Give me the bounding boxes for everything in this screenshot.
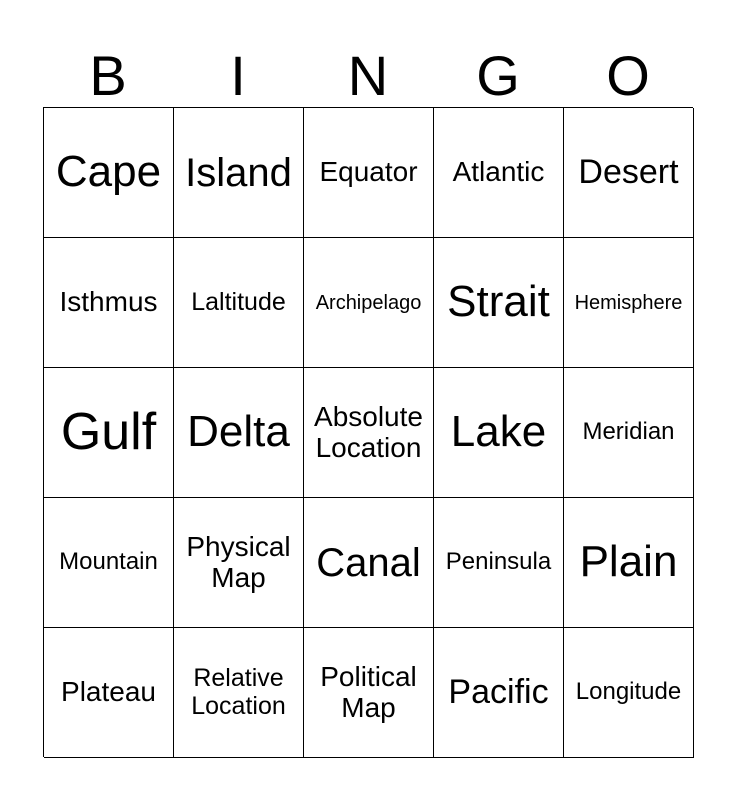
bingo-cell[interactable] [44, 628, 174, 758]
bingo-cell[interactable] [564, 238, 694, 368]
bingo-cell[interactable] [564, 628, 694, 758]
cell-label: Canal [316, 540, 421, 585]
cell-label: Isthmus [59, 286, 158, 318]
bingo-cell[interactable] [174, 368, 304, 498]
bingo-cell[interactable] [304, 238, 434, 368]
bingo-cell[interactable] [564, 498, 694, 628]
cell-label: Pacific [448, 672, 549, 711]
cell-label: Island [185, 150, 292, 195]
bingo-cell[interactable] [434, 498, 564, 628]
cell-label: Gulf [60, 402, 157, 461]
cell-label: Absolute Location [314, 400, 423, 463]
bingo-cell[interactable] [174, 628, 304, 758]
cell-label: Atlantic [452, 156, 545, 188]
cell-label: Cape [55, 147, 162, 197]
bingo-cell[interactable] [304, 368, 434, 498]
header-letter-o: O [606, 44, 650, 107]
bingo-cell[interactable] [564, 108, 694, 238]
bingo-cell[interactable] [174, 108, 304, 238]
cell-label: Hemisphere [574, 291, 683, 314]
cell-label: Lake [450, 407, 547, 457]
bingo-board [43, 107, 693, 757]
bingo-cell[interactable] [434, 368, 564, 498]
bingo-cell[interactable] [304, 628, 434, 758]
bingo-cell[interactable] [564, 368, 694, 498]
cell-label: Equator [319, 156, 418, 188]
bingo-cell[interactable] [304, 498, 434, 628]
bingo-cell[interactable] [44, 368, 174, 498]
cell-label: Mountain [59, 548, 158, 576]
cell-label: Delta [187, 407, 290, 457]
bingo-cell[interactable] [44, 498, 174, 628]
bingo-cell[interactable] [304, 108, 434, 238]
cell-label: Longitude [575, 678, 682, 706]
cell-label: Physical Map [186, 530, 291, 593]
bingo-cell[interactable] [434, 628, 564, 758]
bingo-cell[interactable] [44, 238, 174, 368]
cell-label: Peninsula [445, 548, 552, 576]
cell-label: Desert [578, 152, 679, 191]
bingo-cell[interactable] [434, 108, 564, 238]
header-letter-n: N [347, 44, 389, 107]
header-letter-g: G [476, 44, 520, 107]
header-letter-i: I [230, 44, 246, 107]
cell-label: Laltitude [191, 287, 286, 316]
bingo-cell[interactable] [174, 498, 304, 628]
header-letter-b: B [89, 44, 127, 107]
cell-label: Relative Location [191, 664, 286, 720]
bingo-cell[interactable] [434, 238, 564, 368]
cell-label: Political Map [320, 660, 417, 723]
bingo-cell[interactable] [44, 108, 174, 238]
cell-label: Strait [447, 277, 550, 327]
bingo-cell[interactable] [174, 238, 304, 368]
cell-label: Meridian [582, 418, 675, 446]
bingo-header [43, 44, 693, 108]
cell-label: Plain [579, 537, 678, 587]
cell-label: Archipelago [315, 291, 422, 314]
cell-label: Plateau [61, 676, 156, 708]
